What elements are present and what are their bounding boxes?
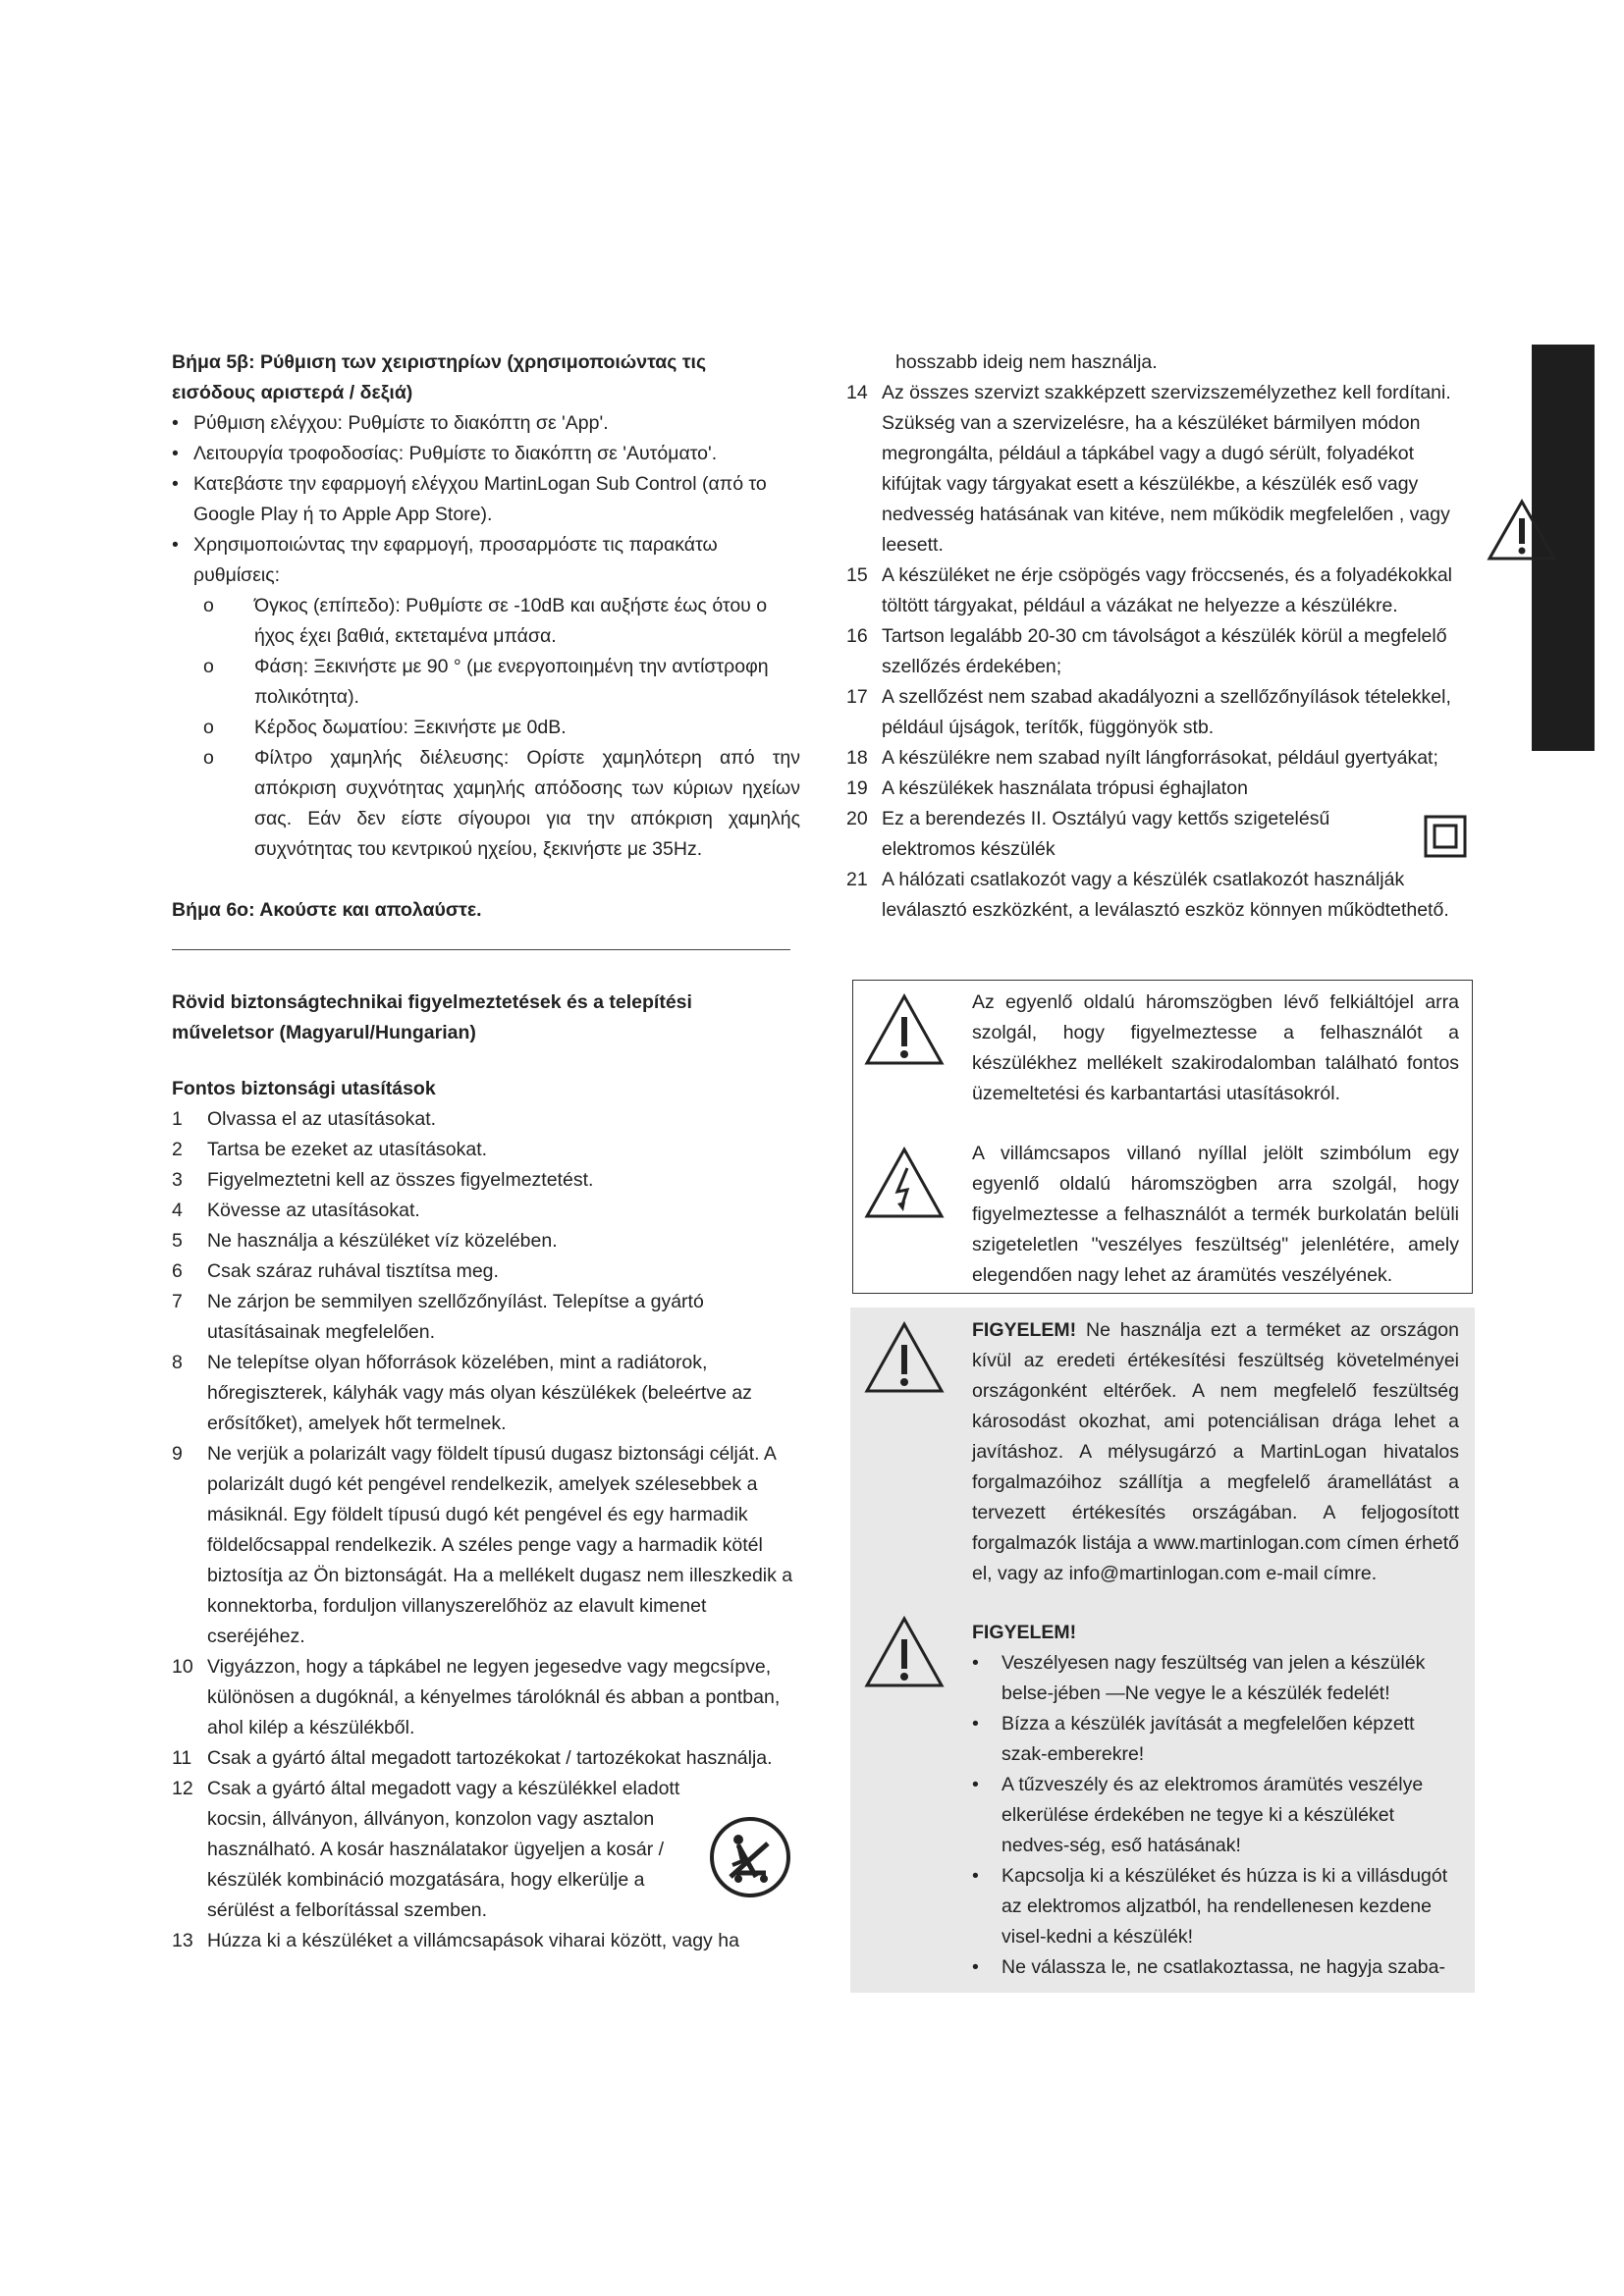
instruction-item [172, 1652, 800, 1743]
instruction-item [172, 1196, 800, 1226]
exclamation-symbol-text: Az egyenlő oldalú háromszögben lévő felkiáltójel arra szolgál, hogy figyelmeztesse a felhasználót a készülékhez mellékelt szakirodalomban található fontos üzemeltetési és karbantartási utasításokról. [972, 991, 1459, 1104]
instruction-item [846, 804, 1475, 865]
step5b-item-text: Ρύθμιση ελέγχου: Ρυθμίστε το διακόπτη σε 'App'. [193, 412, 609, 434]
instruction-item [846, 378, 1475, 561]
step5b-item [172, 439, 800, 469]
step5b-heading-line1: Βήμα 5β: Ρύθμιση των χειριστηρίων (χρησιμοποιώντας τις [172, 351, 707, 373]
instruction-item [172, 1104, 800, 1135]
instruction-text: A készülékek használata trópusi éghajlaton [882, 777, 1248, 799]
exclamation-triangle-icon [864, 1321, 945, 1394]
instruction-item [172, 1439, 800, 1652]
instruction-text: Vigyázzon, hogy a tápkábel ne legyen jegesedve vagy megcsípve, különösen a dugóknál, a kényelmes tárolóknál és abban a pontban, ahol kilép a készülékből. [207, 1656, 781, 1738]
bullet-marker: • [972, 1774, 979, 1795]
sub-marker: o [203, 656, 214, 677]
instruction-number: 9 [172, 1443, 183, 1465]
sub-marker: o [203, 717, 214, 738]
instruction-text: Csak száraz ruhával tisztítsa meg. [207, 1260, 499, 1282]
safety-warning-bullet [972, 1648, 1459, 1709]
instruction-number: 17 [846, 686, 868, 708]
lightning-triangle-icon [864, 1147, 945, 1219]
instruction-item [172, 1287, 800, 1348]
step5b-item-text: Λειτουργία τροφοδοσίας: Ρυθμίστε το διακόπτη σε 'Αυτόματο'. [193, 443, 718, 464]
safety-warning-bullet-text: A tűzveszély és az elektromos áramütés veszélye elkerülése érdekében ne tegye ki a készüléket nedves-ség, eső hatásának! [1001, 1774, 1424, 1856]
step5b-subitem-text: Φάση: Ξεκινήστε με 90 ° (με ενεργοποιημένη την αντίστροφη πολικότητα). [254, 656, 769, 708]
voltage-warning-body: Ne használja ezt a terméket az országon kívül az eredeti értékesítési feszültség követelményei országonként eltérőek. A nem megfelelő feszültség károsodást okozhat, ami potenciálisan drága lehet a javításhoz. A mélysugárzó a MartinLogan hivatalos forgalmazóihoz szállítja a megfelelő áramellátást a tervezett értékesítés országában. A feljogosított forgalmazók listája a www.martinlogan.com címen érhető el, vagy az info@martinlogan.com e-mail címre. [972, 1319, 1459, 1584]
instruction-number: 20 [846, 808, 868, 829]
instruction-text: Az összes szervizt szakképzett szervizszemélyzethez kell fordítani. Szükség van a szervizelésre, ha a készüléket bármilyen módon megrongálta, például a tápkábel vagy a dugó sérült, folyadékot kifújtak vagy tárgyakat esett a készülékbe, a készülék eső vagy nedvesség hatásának van kitéve, nem működik megfelelően , vagy leesett. [882, 382, 1451, 556]
instruction-text: Figyelmeztetni kell az összes figyelmeztetést. [207, 1169, 594, 1191]
bullet-marker: • [972, 1865, 979, 1887]
instruction-list [172, 1104, 800, 1956]
bullet-marker: • [172, 534, 179, 556]
safety-warning-bullet-text: Kapcsolja ki a készüléket és húzza is ki a villásdugót az elektromos aljzatból, ha rendellenesen kezdene visel-kedni a készülék! [1001, 1865, 1448, 1948]
step5b-subitem [172, 713, 800, 743]
instruction-number: 10 [172, 1656, 193, 1678]
instruction-text: Kövesse az utasításokat. [207, 1200, 420, 1221]
safety-warning-bullet-text: Veszélyesen nagy feszültség van jelen a készülék belse-jében —Ne vegye le a készülék fedelét! [1001, 1652, 1426, 1704]
instruction-number: 14 [846, 382, 868, 403]
instruction-number: 4 [172, 1200, 183, 1221]
bullet-marker: • [172, 473, 179, 495]
instruction-number: 7 [172, 1291, 183, 1312]
instruction-item [172, 1226, 800, 1256]
instruction-number: 15 [846, 564, 868, 586]
instruction-number: 6 [172, 1260, 183, 1282]
safety-warning-bullet-text: Ne válassza le, ne csatlakoztassa, ne hagyja szaba- [1001, 1956, 1445, 1978]
instruction-text: Tartsa be ezeket az utasításokat. [207, 1139, 488, 1160]
instruction-number: 16 [846, 625, 868, 647]
instruction-text: Csak a gyártó által megadott vagy a készülékkel eladott kocsin, állványon, állványon, konzolon vagy asztalon használható. A kosár használatakor ügyeljen a kosár / készülék kombináció mozgatására, hogy elkerülje a sérülést a felborítással szemben. [207, 1778, 680, 1921]
step6-heading: Βήμα 6ο: Ακούστε και απολαύστε. [172, 899, 482, 921]
safety-warning-bullet [972, 1709, 1459, 1770]
safety-warning-bullet [972, 1861, 1459, 1952]
instruction-text: Ne használja a készüléket víz közelében. [207, 1230, 558, 1252]
instruction-text: Olvassa el az utasításokat. [207, 1108, 437, 1130]
safety-warning-bullets [972, 1648, 1459, 1983]
bullet-marker: • [172, 412, 179, 434]
instruction-text: A szellőzést nem szabad akadályozni a szellőzőnyílások tételekkel, például újságok, terítők, függönyök stb. [882, 686, 1451, 738]
bullet-marker: • [972, 1956, 979, 1978]
hungarian-section-heading [172, 988, 800, 1048]
left-column [172, 347, 800, 1956]
instruction-item [846, 865, 1475, 926]
exclamation-triangle-icon [864, 1616, 945, 1688]
instruction-item [172, 1165, 800, 1196]
step5b-item-text: Χρησιμοποιώντας την εφαρμογή, προσαρμόστε τις παρακάτω ρυθμίσεις: [193, 534, 718, 586]
instruction-item [172, 1256, 800, 1287]
instruction-number: 1 [172, 1108, 183, 1130]
instructions-heading: Fontos biztonsági utasítások [172, 1078, 436, 1099]
instruction-number: 3 [172, 1169, 183, 1191]
step5b-heading [172, 347, 800, 408]
voltage-warning-lead: FIGYELEM! [972, 1319, 1077, 1341]
instruction-list-continued [846, 378, 1475, 926]
safety-warning-bullet [972, 1770, 1459, 1861]
step5b-subitem-text: Όγκος (επίπεδο): Ρυθμίστε σε -10dB και αυξήστε έως ότου ο ήχος έχει βαθιά, εκτεταμένα μπάσα. [254, 595, 768, 647]
instruction-text: Tartson legalább 20-30 cm távolságot a készülék körül a megfelelő szellőzés érdekében; [882, 625, 1447, 677]
instruction-number: 5 [172, 1230, 183, 1252]
instruction-13-continued: hosszabb ideig nem használja. [895, 351, 1158, 373]
sub-marker: o [203, 747, 214, 769]
instruction-number: 12 [172, 1778, 193, 1799]
instruction-text: A készülékre nem szabad nyílt lángforrásokat, például gyertyákat; [882, 747, 1438, 769]
safety-warning-bullet-text: Bízza a készülék javítását a megfelelően képzett szak-emberekre! [1001, 1713, 1415, 1765]
instruction-item [846, 774, 1475, 804]
instruction-item [172, 1774, 800, 1926]
instruction-text: Ne zárjon be semmilyen szellőzőnyílást. Telepítse a gyártó utasításainak megfelelően. [207, 1291, 704, 1343]
instruction-item [846, 621, 1475, 682]
instruction-number: 2 [172, 1139, 183, 1160]
instruction-number: 11 [172, 1747, 192, 1769]
step5b-subitem [172, 652, 800, 713]
sub-marker: o [203, 595, 214, 616]
safety-warning-bullet [972, 1952, 1459, 1983]
instruction-number: 21 [846, 869, 868, 890]
cart-tipover-icon [709, 1816, 791, 1898]
right-column [846, 347, 1475, 926]
safety-warning-heading: FIGYELEM! [972, 1622, 1077, 1643]
instruction-text: Csak a gyártó által megadott tartozékokat / tartozékokat használja. [207, 1747, 773, 1769]
instruction-item [846, 743, 1475, 774]
instruction-text: Ne verjük a polarizált vagy földelt típusú dugasz biztonsági célját. A polarizált dugó két pengével rendelkezik, amelyek szélesebbek a másiknál. Egy földelt típusú dugó két pengével és egy harmadik földelőcsappal rendelkezik. A széles penge vagy a harmadik kötél biztosítja az Ön biztonságát. Ha a mellékelt dugasz nem illeszkedik a konnektorba, forduljon villanyszerelőhöz az elavult kimenet cseréjéhez. [207, 1443, 793, 1647]
bullet-marker: • [972, 1713, 979, 1735]
lightning-symbol-text: A villámcsapos villanó nyíllal jelölt szimbólum egy egyenlő oldalú háromszögben arra szolgál, hogy figyelmeztesse a felhasználót a termék burkolatán belüli szigeteletlen "veszélyes feszültség" jelenlétére, amely elegendően nagy lehet az áramütés veszélyének. [972, 1143, 1459, 1286]
step5b-item [172, 530, 800, 591]
step5b-item [172, 469, 800, 530]
step5b-item-text: Κατεβάστε την εφαρμογή ελέγχου MartinLogan Sub Control (από το Google Play ή το Apple App Store). [193, 473, 767, 525]
step5b-subitem [172, 591, 800, 652]
instruction-text: A hálózati csatlakozót vagy a készülék csatlakozót használják leválasztó eszközként, a leválasztó eszköz könnyen működtethető. [882, 869, 1449, 921]
instruction-text: Húzza ki a készüléket a villámcsapások viharai között, vagy ha [207, 1930, 739, 1951]
instruction-text: A készüléket ne érje csöpögés vagy fröccsenés, és a folyadékokkal töltött tárgyakat, például a vázákat ne helyezze a készülékre. [882, 564, 1452, 616]
warning-triangle-icon [1487, 499, 1557, 561]
hu-heading-line1: Rövid biztonságtechnikai figyelmeztetések és a telepítési [172, 991, 692, 1013]
step5b-subitem [172, 743, 800, 865]
double-insulation-icon [1424, 815, 1467, 858]
instruction-item [846, 561, 1475, 621]
instruction-item [172, 1743, 800, 1774]
step5b-heading-line2: εισόδους αριστερά / δεξιά) [172, 382, 413, 403]
bullet-marker: • [172, 443, 179, 464]
instruction-item [172, 1926, 800, 1956]
instruction-text: Ez a berendezés II. Osztályú vagy kettős szigetelésű elektromos készülék [882, 808, 1330, 860]
step5b-subitem-text: Κέρδος δωματίου: Ξεκινήστε με 0dB. [254, 717, 567, 738]
instruction-number: 13 [172, 1930, 193, 1951]
instruction-number: 19 [846, 777, 868, 799]
safety-warning-list [972, 1618, 1459, 1983]
bullet-marker: • [972, 1652, 979, 1674]
instruction-item [172, 1135, 800, 1165]
instruction-number: 8 [172, 1352, 183, 1373]
voltage-warning-text [972, 1315, 1459, 1589]
instruction-number: 18 [846, 747, 868, 769]
step5b-item [172, 408, 800, 439]
step5b-subitem-text: Φίλτρο χαμηλής διέλευσης: Ορίστε χαμηλότερη από την απόκριση συχνότητας χαμηλής απόδοσης των κύριων ηχείων σας. Εάν δεν είστε σίγουροι για την απόκριση χαμηλής συχνότητας του κεντρικού ηχείου, ξεκινήστε με 35Hz. [254, 747, 800, 860]
instruction-item [172, 1348, 800, 1439]
instruction-item [846, 682, 1475, 743]
instruction-text: Ne telepítse olyan hőforrások közelében, mint a radiátorok, hőregiszterek, kályhák vagy más olyan készülékek (beleértve az erősítőket), amelyek hőt termelnek. [207, 1352, 752, 1434]
exclamation-triangle-icon [864, 993, 945, 1066]
hu-heading-line2: műveletsor (Magyarul/Hungarian) [172, 1022, 476, 1043]
